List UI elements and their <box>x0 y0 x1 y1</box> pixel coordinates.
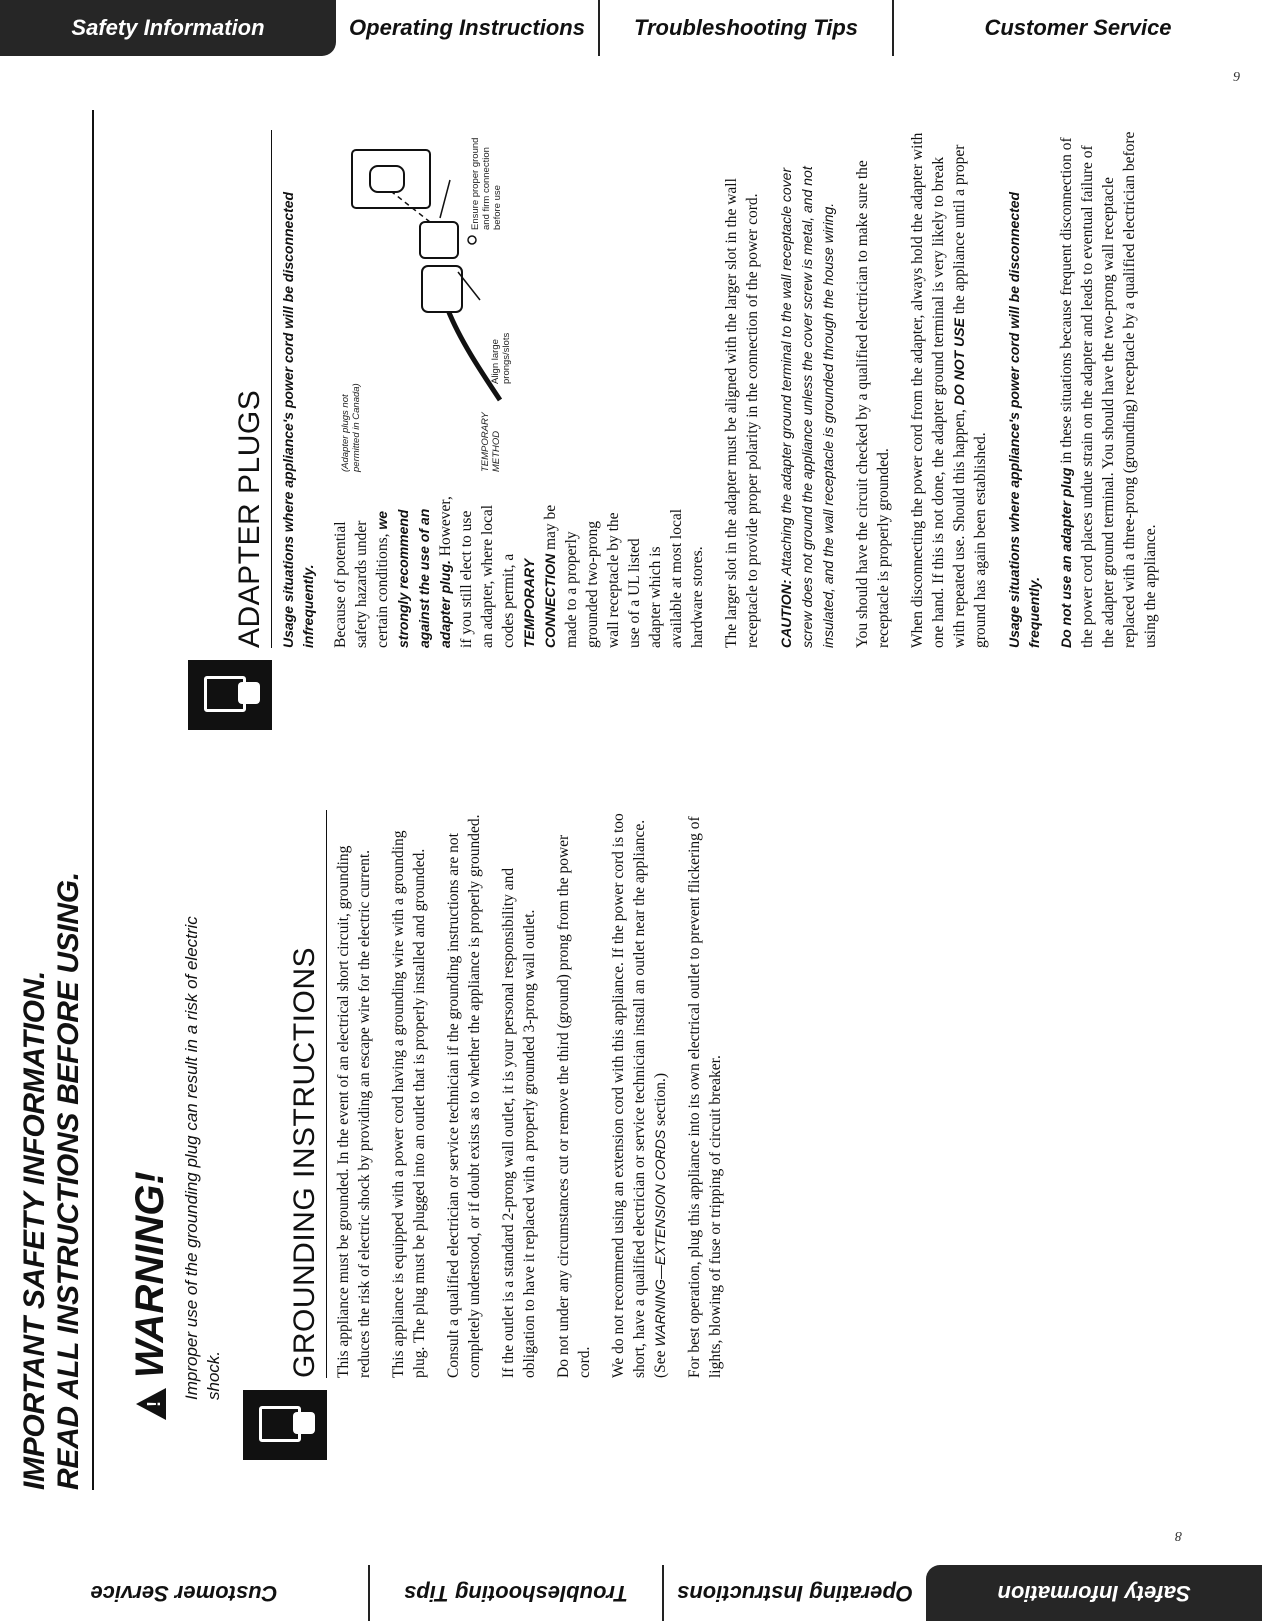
warning-triangle-icon: ! <box>136 1388 166 1420</box>
adapter-body <box>278 130 1161 648</box>
label-ensure-ground: Ensure proper ground and firm connection before use <box>470 137 503 230</box>
bottom-nav <box>0 1565 1262 1621</box>
adapter-p1: Because of potential safety hazards under certain conditions, we strongly recommend against the use of an adapter plug. However, if you still elect to use an adapter, where local codes permit, a TEMPORARY CONNECTION may be made to a properly grounded two-prong wall receptacle by the use of a UL listed adapter which is available at most local hardware stores. <box>332 496 706 648</box>
extension-cords-ref: WARNING—EXTENSION CORDS <box>652 1129 668 1347</box>
adapter-lead-frequent: Usage situations where appliance's power cord will be disconnected frequently. <box>1006 191 1042 648</box>
wall-receptacle <box>370 166 404 192</box>
adapter-body-shape <box>420 222 458 258</box>
label-temporary-method: TEMPORARY METHOD <box>480 412 502 472</box>
page-number-right: 9 <box>1233 70 1240 85</box>
tab-operating-instructions-bottom[interactable]: Operating Instructions <box>677 1581 913 1606</box>
adapter-header <box>188 130 272 730</box>
tab-troubleshooting-tips-bottom[interactable]: Troubleshooting Tips <box>370 1565 664 1621</box>
adapter-p2: The larger slot in the adapter must be aligned with the larger slot in the wall receptacle to provide proper polarity in the connection of the power cord. <box>723 178 761 648</box>
warning-text: Improper use of the grounding plug can result in a risk of electric shock. <box>182 916 223 1400</box>
adapter-p4: When disconnecting the power cord from the adapter, always hold the adapter with one hand. If this is not done, the adapter ground terminal is very likely to break with repeated use. Should this happen, DO NOT USE the appliance until a proper ground has again been established. <box>909 132 989 648</box>
headline-line-1: IMPORTANT SAFETY INFORMATION. <box>18 970 51 1490</box>
tab-customer-service-bottom[interactable]: Customer Service <box>0 1565 370 1621</box>
adapter-title: ADAPTER PLUGS <box>233 130 272 648</box>
page-number-left: 8 <box>1175 1528 1182 1543</box>
right-column <box>188 130 1174 730</box>
adapter-figure-row <box>330 130 721 648</box>
adapter-p5: Do not use an adapter plug in these situations because frequent disconnection of the power cord places undue strain on the adapter and leads to eventual failure of the adapter ground terminal. You should have the two-prong wall receptacle replaced with a three-prong (grounding) receptacle by a qualified electrician before using the appliance. <box>1058 131 1159 648</box>
grounding-p7: For best operation, plug this appliance into its own electrical outlet to prevent flickering of lights, blowing of fuse or tripping of circuit breaker. <box>686 816 724 1378</box>
warning-title: WARNING! <box>128 1171 172 1378</box>
label-align-prongs: Align large prongs/slots <box>490 332 512 384</box>
adapter-diagram <box>330 130 526 480</box>
tab-safety-information[interactable]: Safety Information <box>0 0 336 56</box>
warning-heading <box>128 810 173 1420</box>
page-headline <box>18 110 94 1490</box>
plug-body <box>422 266 462 312</box>
adapter-caution: CAUTION: Attaching the adapter ground terminal to the wall receptacle cover screw does not ground the appliance unless the cover screw is metal, and not insulated, and the wall receptacle is grounded through the house wiring. <box>778 166 836 648</box>
adapter-plug-icon <box>188 660 272 730</box>
ground-screw <box>468 236 476 244</box>
adapter-p3: You should have the circuit checked by a qualified electrician to make sure the receptacle is properly grounded. <box>854 160 892 648</box>
grounding-header <box>243 810 327 1460</box>
tab-troubleshooting-tips[interactable]: Troubleshooting Tips <box>598 0 892 56</box>
tab-customer-service[interactable]: Customer Service <box>892 0 1262 56</box>
adapter-lead-infrequent: Usage situations where appliance's power cord will be disconnected infrequently. <box>280 191 316 648</box>
grounding-body <box>333 810 726 1378</box>
grounding-p5: Do not under any circumstances cut or remove the third (ground) prong from the power cord. <box>555 834 593 1378</box>
headline-line-2: READ ALL INSTRUCTIONS BEFORE USING. <box>52 872 85 1490</box>
grounding-p1: This appliance must be grounded. In the event of an electrical short circuit, grounding reduces the risk of electric shock by providing an escape wire for the electric current. <box>335 845 373 1378</box>
top-nav <box>0 0 1262 56</box>
tab-operating-instructions[interactable]: Operating Instructions <box>349 15 585 40</box>
arrow-ensure <box>440 180 450 218</box>
tab-safety-information-bottom[interactable]: Safety Information <box>926 1565 1262 1621</box>
grounding-p2: This appliance is equipped with a power cord having a grounding wire with a grounding plug. The plug must be plugged into an outlet that is properly installed and grounded. <box>390 830 428 1378</box>
grounding-p4: If the outlet is a standard 2-prong wall outlet, it is your personal responsibility and obligation to have it replaced with a properly grounded 3-prong wall outlet. <box>500 867 538 1378</box>
grounding-title: GROUNDING INSTRUCTIONS <box>288 810 327 1378</box>
grounding-outlet-icon <box>243 1390 327 1460</box>
grounding-p3: Consult a qualified electrician or service technician if the grounding instructions are not completely understood, or if doubt exists as to whether the appliance is properly grounded. <box>445 814 483 1378</box>
rotated-content <box>18 110 1159 1490</box>
wall-plate <box>352 150 430 208</box>
left-column <box>106 810 739 1460</box>
label-not-permitted: (Adapter plugs not permitted in Canada) <box>340 383 362 472</box>
grounding-p6: We do not recommend using an extension cord with this appliance. If the power cord is too short, have a qualified electrician or service technician install an outlet near the appliance. (See WARNING—EXTENSION CORDS section.) <box>610 813 669 1378</box>
